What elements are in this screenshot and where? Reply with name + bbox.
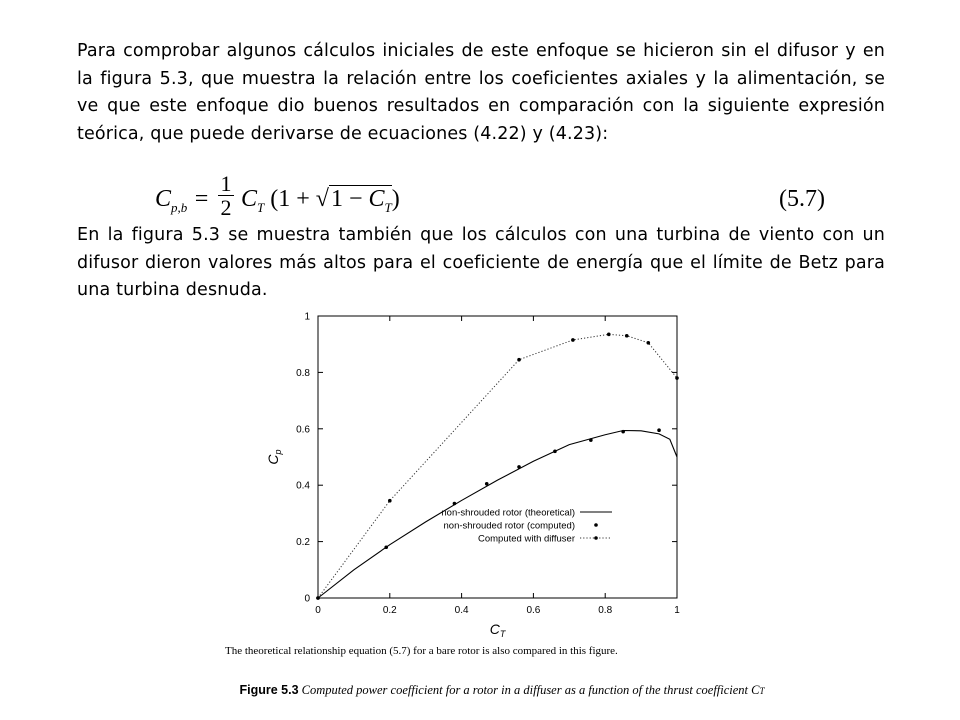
y-tick-label: 0.2 (296, 537, 310, 549)
x-tick-label: 0.2 (382, 605, 397, 616)
x-tick-label: 1 (674, 605, 680, 616)
x-tick-label: 0 (315, 605, 321, 616)
legend-label: non-shrouded rotor (computed) (443, 520, 575, 532)
data-point-computed (453, 502, 457, 506)
data-point-computed (621, 430, 625, 434)
series-line-diffuser (318, 334, 677, 598)
chart-axes (318, 316, 677, 598)
figure-label: Figure 5.3 (239, 683, 299, 697)
chart-axis-labels (265, 449, 507, 639)
y-tick-label: 0.8 (296, 367, 310, 379)
data-point-diffuser (517, 358, 521, 362)
chart-legend (441, 508, 612, 545)
x-axis-label-subscript: T (499, 629, 506, 639)
equation-number: (5.7) (779, 186, 825, 212)
data-point-diffuser (571, 338, 575, 342)
figure-caption-text: Computed power coefficient for a rotor in a diffuser as a function of the thrust coefficient C (301, 683, 760, 697)
chart-series (316, 333, 679, 600)
legend-swatch-point (594, 536, 598, 540)
y-tick-label: 0 (304, 593, 310, 605)
y-tick-label: 1 (304, 311, 310, 323)
y-tick-label: 0.4 (296, 480, 310, 492)
data-point-diffuser (625, 334, 629, 338)
result-paragraph: En la figura 5.3 se muestra también que los cálculos con una turbina de viento con un difusor dieron valores más altos para el coeficiente de energía que el límite de Betz para una turbina desnuda. (77, 225, 885, 300)
legend-swatch-point (594, 523, 598, 527)
intro-paragraph: Para comprobar algunos cálculos iniciales de este enfoque se hicieron sin el difusor y en la figura 5.3, que muestra la relación entre los coeficientes axiales y la alimentación, se ve que este enfoque dio buenos resultados en comparación con la siguiente expresión teórica, que puede derivarse de ecuaciones (4.22) y (4.23): (77, 41, 885, 144)
x-tick-label: 0.4 (454, 605, 469, 616)
data-point-computed (657, 428, 661, 432)
data-point-diffuser (388, 499, 392, 503)
data-point-computed (384, 545, 388, 549)
plot-frame (318, 316, 677, 598)
data-point-diffuser (646, 341, 650, 345)
equation-5-7 (155, 172, 825, 224)
data-point-computed (485, 482, 489, 486)
data-point-diffuser (316, 596, 320, 600)
equation-rhs: $C_T$ $(1 + √1 - C_T)$ (241, 186, 400, 215)
data-point-diffuser (607, 333, 611, 337)
equation-lhs: $C_{p,b}$ = (155, 186, 210, 215)
x-tick-label: 0.8 (598, 605, 613, 616)
legend-label: non-shrouded rotor (theoretical) (441, 507, 575, 519)
x-axis-label: $C_T$ (489, 621, 506, 639)
figure-caption: Figure 5.3 Computed power coefficient for a rotor in a diffuser as a function of the thrust coefficient CT (239, 683, 765, 697)
data-point-computed (316, 596, 320, 600)
data-point-computed (553, 450, 557, 454)
series-line-theoretical (318, 430, 677, 598)
chart-ticks (296, 312, 680, 617)
x-tick-label: 0.6 (526, 605, 541, 616)
y-tick-label: 0.6 (296, 424, 310, 436)
figure-note: The theoretical relationship equation (5.7) for a bare rotor is also compared in this figure. (225, 645, 618, 657)
y-axis-label-subscript: p (273, 449, 283, 455)
data-point-computed (517, 465, 521, 469)
data-point-computed (589, 438, 593, 442)
equation-fraction: $\frac{1}{2}$ (218, 172, 234, 219)
y-axis-label: $C_p$ (265, 449, 283, 465)
data-point-diffuser (675, 376, 679, 380)
legend-label: Computed with diffuser (478, 533, 575, 545)
